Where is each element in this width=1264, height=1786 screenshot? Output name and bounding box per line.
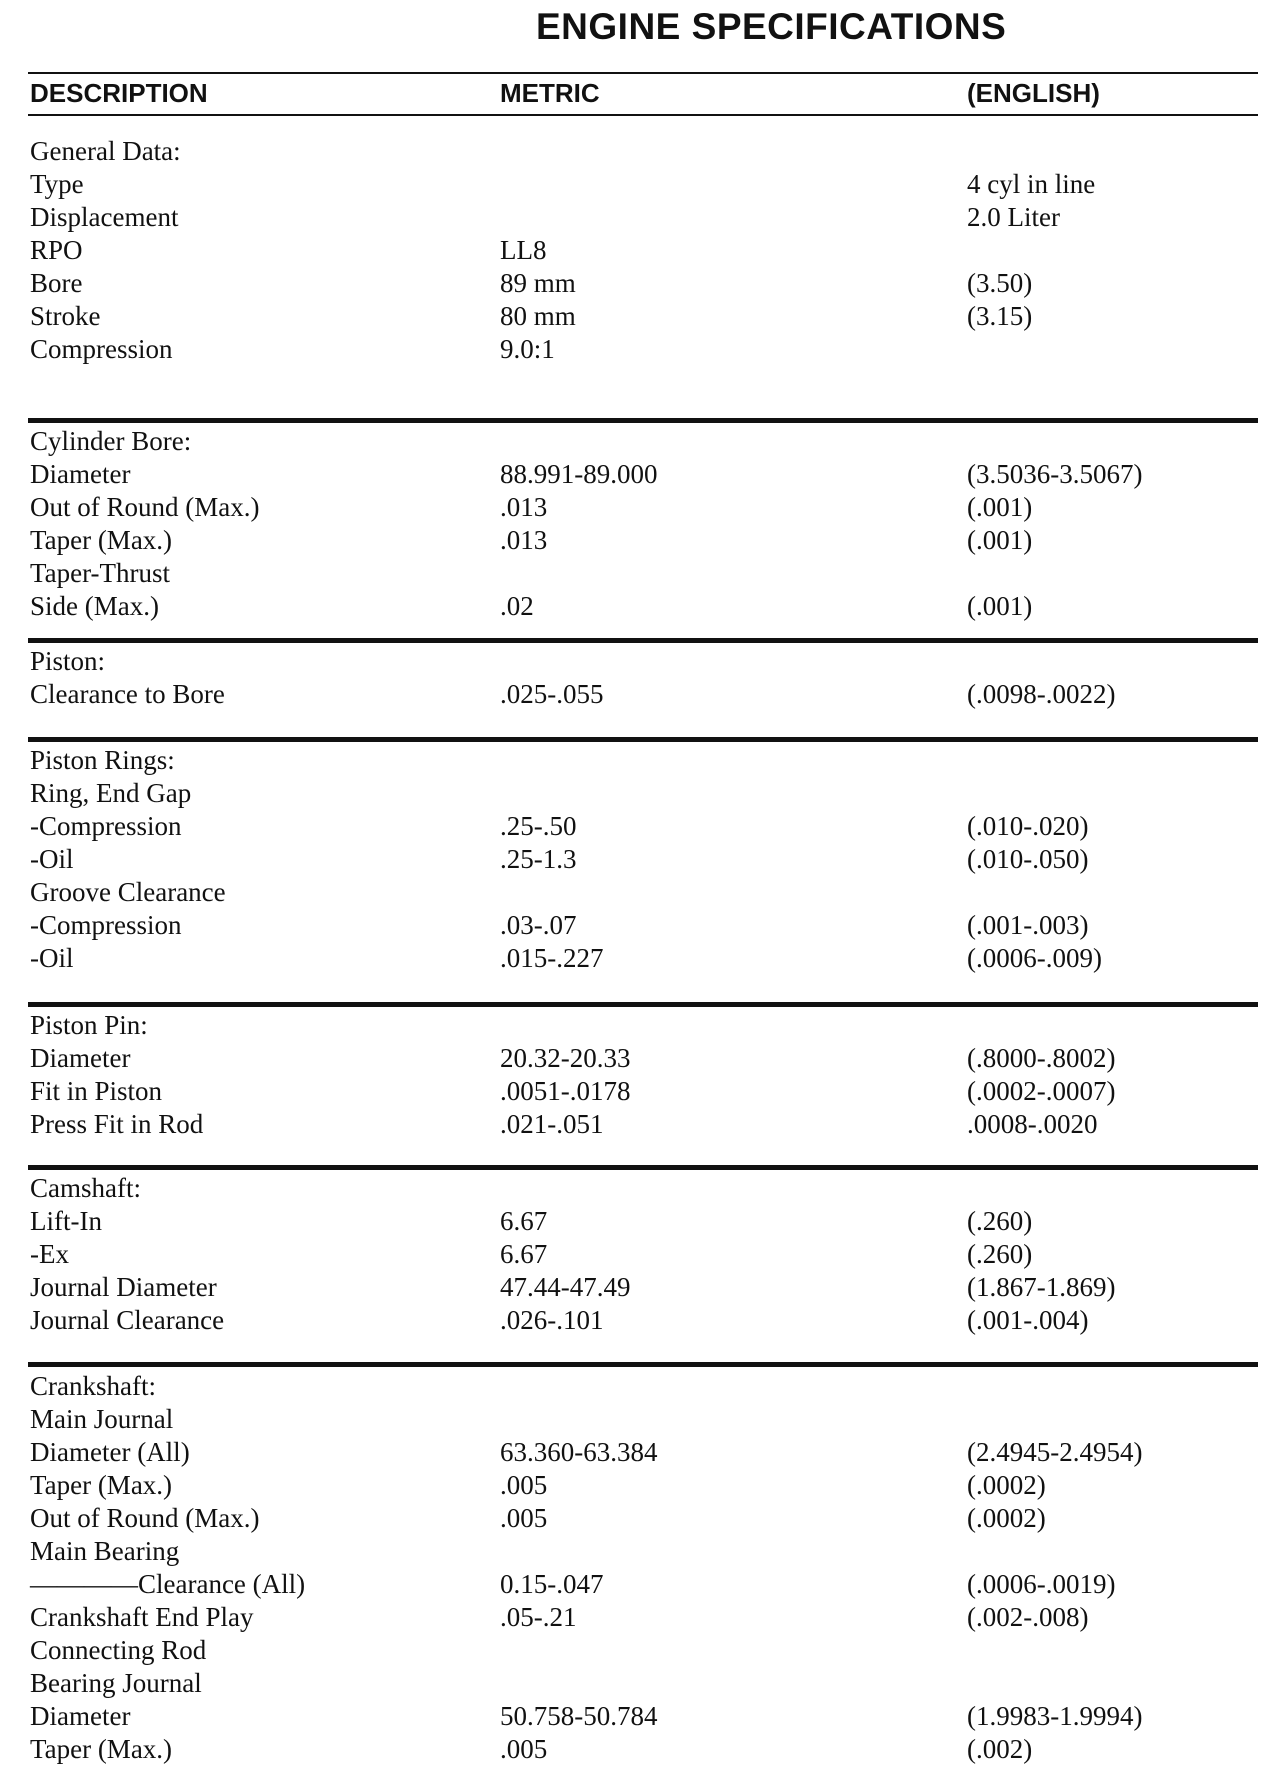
row-metric: 20.32-20.33 bbox=[500, 1043, 631, 1073]
row-description: Ring, End Gap bbox=[30, 778, 192, 808]
row-english: (.010-.050) bbox=[967, 844, 1089, 874]
spec-row bbox=[30, 909, 1250, 942]
row-description: Cylinder Bore: bbox=[30, 426, 192, 456]
spec-row bbox=[30, 1568, 1250, 1601]
row-description: -Oil bbox=[30, 844, 74, 874]
row-metric: .021-.051 bbox=[500, 1109, 604, 1139]
spec-row bbox=[30, 1667, 1250, 1700]
spec-row bbox=[30, 1304, 1250, 1337]
spec-section bbox=[30, 744, 1250, 975]
row-english: (.0002) bbox=[967, 1503, 1046, 1533]
row-description: Displacement bbox=[30, 202, 179, 232]
spec-row bbox=[30, 1535, 1250, 1568]
row-description: Taper (Max.) bbox=[30, 1734, 173, 1764]
spec-row bbox=[30, 557, 1250, 590]
column-header-description: DESCRIPTION bbox=[30, 78, 208, 108]
spec-row bbox=[30, 1601, 1250, 1634]
row-metric: 80 mm bbox=[500, 301, 576, 331]
row-metric: 47.44-47.49 bbox=[500, 1272, 631, 1302]
row-metric: .05-.21 bbox=[500, 1602, 577, 1632]
row-description: Journal Clearance bbox=[30, 1305, 225, 1335]
row-metric: .005 bbox=[500, 1734, 548, 1764]
spec-row bbox=[30, 524, 1250, 557]
row-metric: 88.991-89.000 bbox=[500, 459, 658, 489]
spec-row bbox=[30, 1172, 1250, 1205]
row-description: Taper-Thrust bbox=[30, 558, 171, 588]
spec-row bbox=[30, 843, 1250, 876]
spec-row bbox=[30, 1733, 1250, 1766]
row-metric: .02 bbox=[500, 591, 534, 621]
spec-row bbox=[30, 135, 1250, 168]
row-english: (2.4945-2.4954) bbox=[967, 1437, 1143, 1467]
row-english: (.001) bbox=[967, 492, 1033, 522]
row-metric: .025-.055 bbox=[500, 679, 604, 709]
row-description: -Ex bbox=[30, 1239, 69, 1269]
row-english: (1.867-1.869) bbox=[967, 1272, 1116, 1302]
row-description: Bore bbox=[30, 268, 83, 298]
row-metric: 63.360-63.384 bbox=[500, 1437, 658, 1467]
spec-row bbox=[30, 201, 1250, 234]
section-divider bbox=[28, 418, 1258, 423]
spec-section bbox=[30, 1172, 1250, 1337]
spec-row bbox=[30, 590, 1250, 623]
row-english: 2.0 Liter bbox=[967, 202, 1060, 232]
spec-row bbox=[30, 1634, 1250, 1667]
row-english: (3.50) bbox=[967, 268, 1033, 298]
row-description: Diameter bbox=[30, 1701, 131, 1731]
row-description: Journal Diameter bbox=[30, 1272, 217, 1302]
spec-row bbox=[30, 1108, 1250, 1141]
row-english: (.0006-.009) bbox=[967, 943, 1102, 973]
row-description: Type bbox=[30, 169, 84, 199]
spec-row bbox=[30, 1075, 1250, 1108]
row-metric: .03-.07 bbox=[500, 910, 577, 940]
row-english: (.0002-.0007) bbox=[967, 1076, 1116, 1106]
spec-row bbox=[30, 1502, 1250, 1535]
row-metric: .026-.101 bbox=[500, 1305, 604, 1335]
spec-row bbox=[30, 425, 1250, 458]
spec-row bbox=[30, 777, 1250, 810]
spec-row bbox=[30, 1238, 1250, 1271]
spec-row bbox=[30, 678, 1250, 711]
row-description: -Compression bbox=[30, 910, 182, 940]
spec-row bbox=[30, 1009, 1250, 1042]
row-english: (.8000-.8002) bbox=[967, 1043, 1116, 1073]
spec-row bbox=[30, 300, 1250, 333]
row-description: Diameter bbox=[30, 1043, 131, 1073]
row-description: General Data: bbox=[30, 136, 181, 166]
row-metric: .25-.50 bbox=[500, 811, 577, 841]
row-description: Stroke bbox=[30, 301, 101, 331]
row-description: Groove Clearance bbox=[30, 877, 226, 907]
row-english: (.002) bbox=[967, 1734, 1033, 1764]
row-english: (.0098-.0022) bbox=[967, 679, 1116, 709]
row-description: Piston: bbox=[30, 646, 106, 676]
spec-row bbox=[30, 1469, 1250, 1502]
row-metric: .015-.227 bbox=[500, 943, 604, 973]
section-divider bbox=[28, 737, 1258, 742]
row-english: (.260) bbox=[967, 1239, 1033, 1269]
row-english: (3.15) bbox=[967, 301, 1033, 331]
row-metric: LL8 bbox=[500, 235, 547, 265]
row-metric: 0.15-.047 bbox=[500, 1569, 604, 1599]
spec-row bbox=[30, 1700, 1250, 1733]
row-metric: .005 bbox=[500, 1503, 548, 1533]
spec-section bbox=[30, 645, 1250, 711]
row-english: (.0002) bbox=[967, 1470, 1046, 1500]
spec-section bbox=[30, 1009, 1250, 1141]
row-metric: .013 bbox=[500, 492, 548, 522]
row-english: (.001) bbox=[967, 525, 1033, 555]
row-description: Clearance to Bore bbox=[30, 679, 225, 709]
spec-row bbox=[30, 1403, 1250, 1436]
spec-row bbox=[30, 744, 1250, 777]
row-description: Camshaft: bbox=[30, 1173, 141, 1203]
row-metric: 9.0:1 bbox=[500, 334, 555, 364]
row-description: -Compression bbox=[30, 811, 182, 841]
page-title: ENGINE SPECIFICATIONS bbox=[536, 6, 1007, 47]
row-description: Side (Max.) bbox=[30, 591, 159, 621]
header-bottom-rule bbox=[28, 114, 1258, 116]
row-description: Fit in Piston bbox=[30, 1076, 163, 1106]
row-description: Out of Round (Max.) bbox=[30, 492, 260, 522]
section-divider bbox=[28, 1362, 1258, 1367]
row-description: Diameter bbox=[30, 459, 131, 489]
row-english: (.001) bbox=[967, 591, 1033, 621]
spec-row bbox=[30, 1205, 1250, 1238]
row-english: 4 cyl in line bbox=[967, 169, 1096, 199]
row-description: RPO bbox=[30, 235, 83, 265]
spec-row bbox=[30, 876, 1250, 909]
column-header-english: (ENGLISH) bbox=[967, 78, 1100, 108]
row-description: Connecting Rod bbox=[30, 1635, 207, 1665]
row-english: (.002-.008) bbox=[967, 1602, 1089, 1632]
spec-row bbox=[30, 267, 1250, 300]
row-description: Taper (Max.) bbox=[30, 1470, 173, 1500]
spec-row bbox=[30, 168, 1250, 201]
row-metric: 89 mm bbox=[500, 268, 576, 298]
row-english: (3.5036-3.5067) bbox=[967, 459, 1143, 489]
row-description: Compression bbox=[30, 334, 173, 364]
spec-section bbox=[30, 425, 1250, 623]
column-header-metric: METRIC bbox=[500, 78, 600, 108]
spec-row bbox=[30, 333, 1250, 366]
row-metric: 6.67 bbox=[500, 1239, 548, 1269]
row-description: Piston Pin: bbox=[30, 1010, 148, 1040]
spec-section bbox=[30, 135, 1250, 366]
row-metric: .005 bbox=[500, 1470, 548, 1500]
row-description: Bearing Journal bbox=[30, 1668, 202, 1698]
row-description: Piston Rings: bbox=[30, 745, 175, 775]
row-english: (.001-.003) bbox=[967, 910, 1089, 940]
row-description: Taper (Max.) bbox=[30, 525, 173, 555]
row-description: ————Clearance (All) bbox=[30, 1569, 306, 1599]
row-english: (.0006-.0019) bbox=[967, 1569, 1116, 1599]
row-description: Crankshaft End Play bbox=[30, 1602, 254, 1632]
spec-section bbox=[30, 1370, 1250, 1766]
header-top-rule bbox=[28, 72, 1258, 74]
row-english: (.010-.020) bbox=[967, 811, 1089, 841]
spec-row bbox=[30, 491, 1250, 524]
row-metric: .0051-.0178 bbox=[500, 1076, 631, 1106]
row-description: Diameter (All) bbox=[30, 1437, 190, 1467]
row-metric: .013 bbox=[500, 525, 548, 555]
row-description: Main Bearing bbox=[30, 1536, 180, 1566]
row-english: .0008-.0020 bbox=[967, 1109, 1098, 1139]
section-divider bbox=[28, 1165, 1258, 1170]
spec-row bbox=[30, 1436, 1250, 1469]
row-metric: 6.67 bbox=[500, 1206, 548, 1236]
row-description: Lift-In bbox=[30, 1206, 102, 1236]
spec-row bbox=[30, 942, 1250, 975]
spec-row bbox=[30, 1271, 1250, 1304]
row-description: Main Journal bbox=[30, 1404, 174, 1434]
row-description: -Oil bbox=[30, 943, 74, 973]
spec-row bbox=[30, 1042, 1250, 1075]
row-description: Press Fit in Rod bbox=[30, 1109, 204, 1139]
section-divider bbox=[28, 1002, 1258, 1007]
spec-row bbox=[30, 645, 1250, 678]
row-metric: .25-1.3 bbox=[500, 844, 577, 874]
spec-row bbox=[30, 810, 1250, 843]
section-divider bbox=[28, 638, 1258, 643]
row-description: Crankshaft: bbox=[30, 1371, 156, 1401]
row-description: Out of Round (Max.) bbox=[30, 1503, 260, 1533]
spec-row bbox=[30, 458, 1250, 491]
row-english: (1.9983-1.9994) bbox=[967, 1701, 1143, 1731]
row-english: (.001-.004) bbox=[967, 1305, 1089, 1335]
spec-row bbox=[30, 1370, 1250, 1403]
row-metric: 50.758-50.784 bbox=[500, 1701, 658, 1731]
row-english: (.260) bbox=[967, 1206, 1033, 1236]
spec-row bbox=[30, 234, 1250, 267]
